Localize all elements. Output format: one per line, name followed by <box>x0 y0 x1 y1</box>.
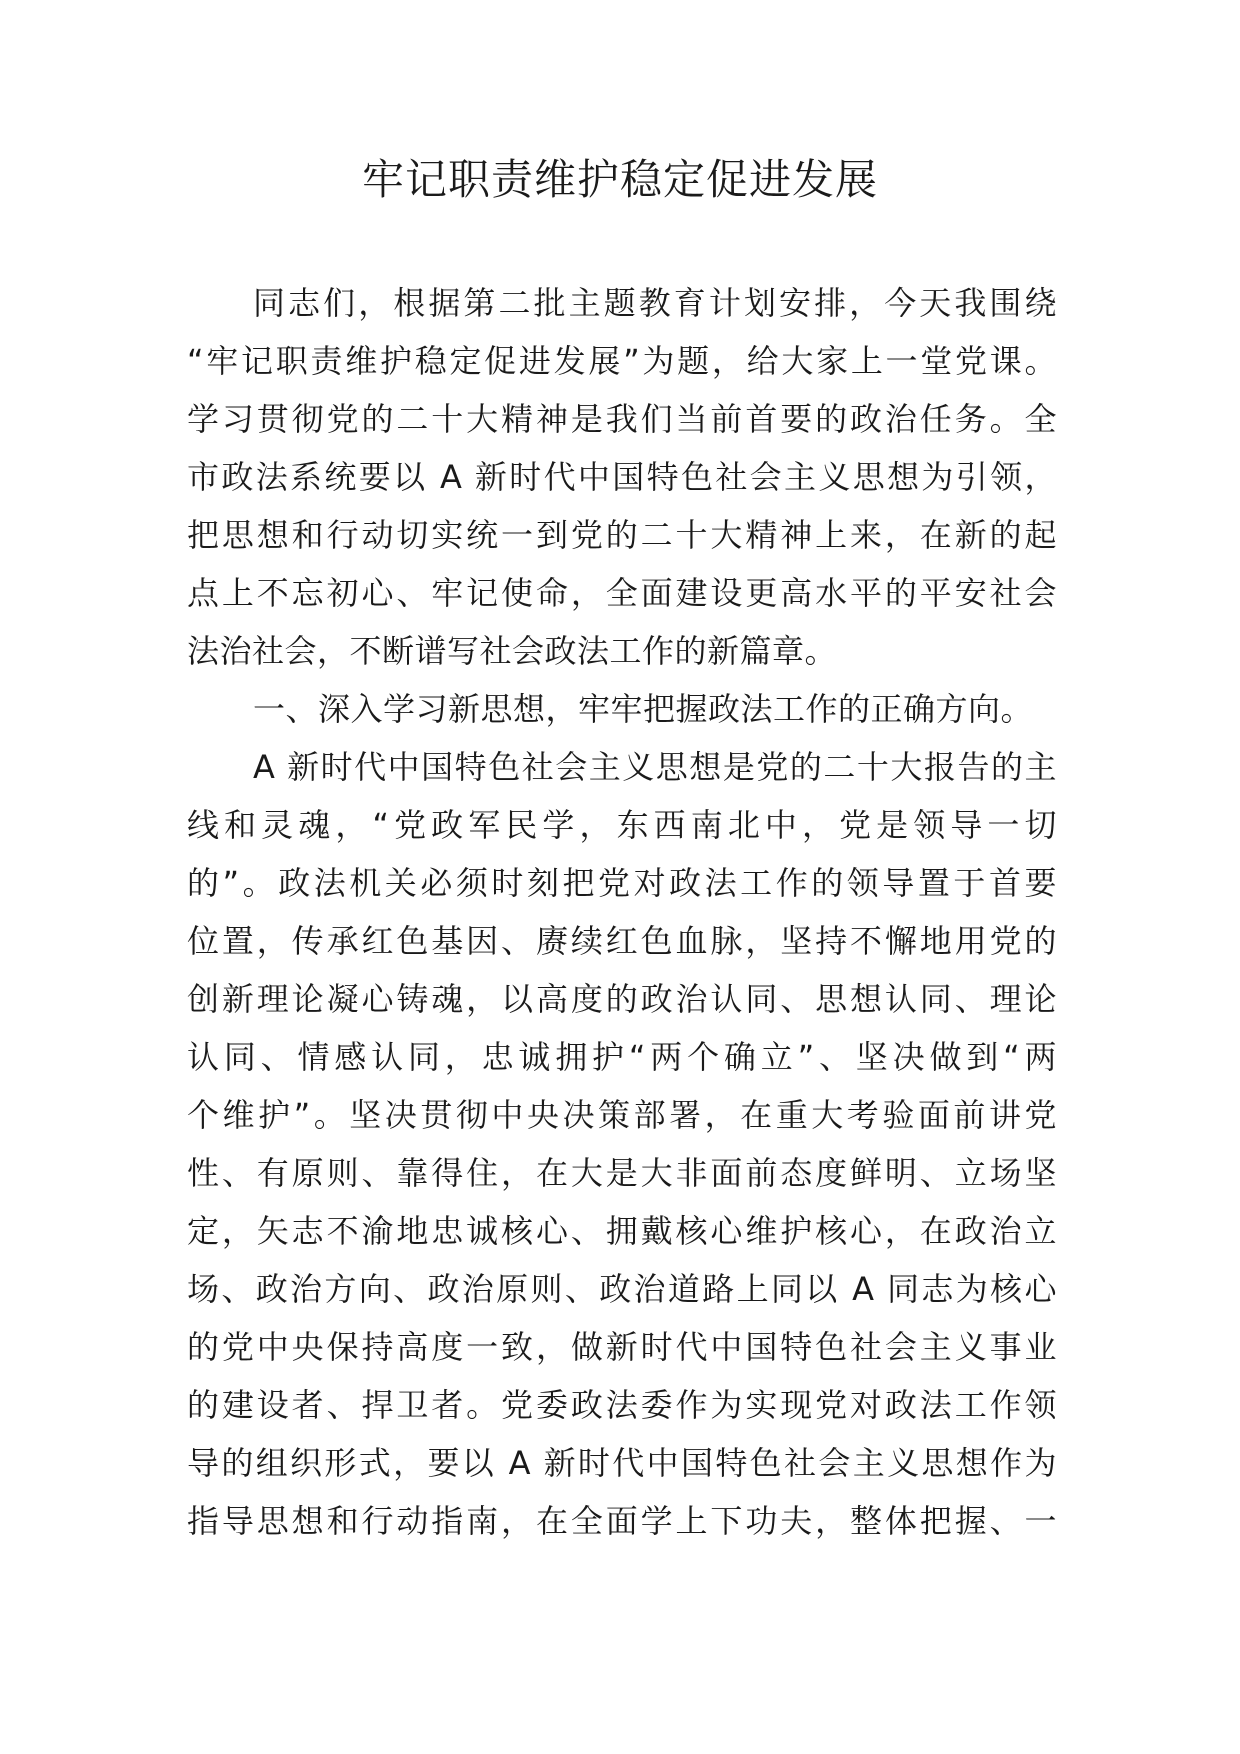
paragraph-1-line-6: 点上不忘初心、牢记使命，全面建设更高水平的平安社会 <box>187 574 1057 612</box>
paragraph-2-line-5: 创新理论凝心铸魂，以高度的政治认同、思想认同、理论 <box>187 980 1057 1018</box>
paragraph-2-line-12: 的建设者、捍卫者。党委政法委作为实现党对政法工作领 <box>187 1386 1057 1424</box>
paragraph-2-line-4: 位置，传承红色基因、赓续红色血脉，坚持不懈地用党的 <box>187 922 1057 960</box>
paragraph-2-line-1: A 新时代中国特色社会主义思想是党的二十大报告的主 <box>253 748 1057 786</box>
paragraph-2-line-10: 场、政治方向、政治原则、政治道路上同以 A 同志为核心 <box>187 1270 1057 1308</box>
document-body <box>187 274 1057 1550</box>
paragraph-2-line-11: 的党中央保持高度一致，做新时代中国特色社会主义事业 <box>187 1328 1057 1366</box>
paragraph-1-line-5: 把思想和行动切实统一到党的二十大精神上来，在新的起 <box>187 516 1057 554</box>
paragraph-2-line-2: 线和灵魂，“党政军民学，东西南北中，党是领导一切 <box>187 806 1057 844</box>
paragraph-1-line-7: 法治社会，不断谱写社会政法工作的新篇章。 <box>187 632 838 670</box>
paragraph-1-line-2: “牢记职责维护稳定促进发展”为题，给大家上一堂党课。 <box>187 342 1057 380</box>
document-title: 牢记职责维护稳定促进发展 <box>361 155 878 204</box>
paragraph-1-line-1: 同志们，根据第二批主题教育计划安排，今天我围绕 <box>253 284 1057 322</box>
section-heading-1: 一、深入学习新思想，牢牢把握政法工作的正确方向。 <box>253 690 1034 728</box>
paragraph-2-line-14: 指导思想和行动指南，在全面学上下功夫，整体把握、一 <box>187 1502 1057 1540</box>
paragraph-2-line-8: 性、有原则、靠得住，在大是大非面前态度鲜明、立场坚 <box>187 1154 1057 1192</box>
paragraph-2-line-9: 定，矢志不渝地忠诚核心、拥戴核心维护核心，在政治立 <box>187 1212 1057 1250</box>
paragraph-2-line-3: 的”。政法机关必须时刻把党对政法工作的领导置于首要 <box>187 864 1057 902</box>
paragraph-1-line-3: 学习贯彻党的二十大精神是我们当前首要的政治任务。全 <box>187 400 1057 438</box>
paragraph-1-line-4: 市政法系统要以 A 新时代中国特色社会主义思想为引领， <box>187 458 1057 496</box>
paragraph-2-line-7: 个维护”。坚决贯彻中央决策部署，在重大考验面前讲党 <box>187 1096 1057 1134</box>
paragraph-2-line-13: 导的组织形式，要以 A 新时代中国特色社会主义思想作为 <box>187 1444 1057 1482</box>
paragraph-2-line-6: 认同、情感认同，忠诚拥护“两个确立”、坚决做到“两 <box>187 1038 1057 1076</box>
